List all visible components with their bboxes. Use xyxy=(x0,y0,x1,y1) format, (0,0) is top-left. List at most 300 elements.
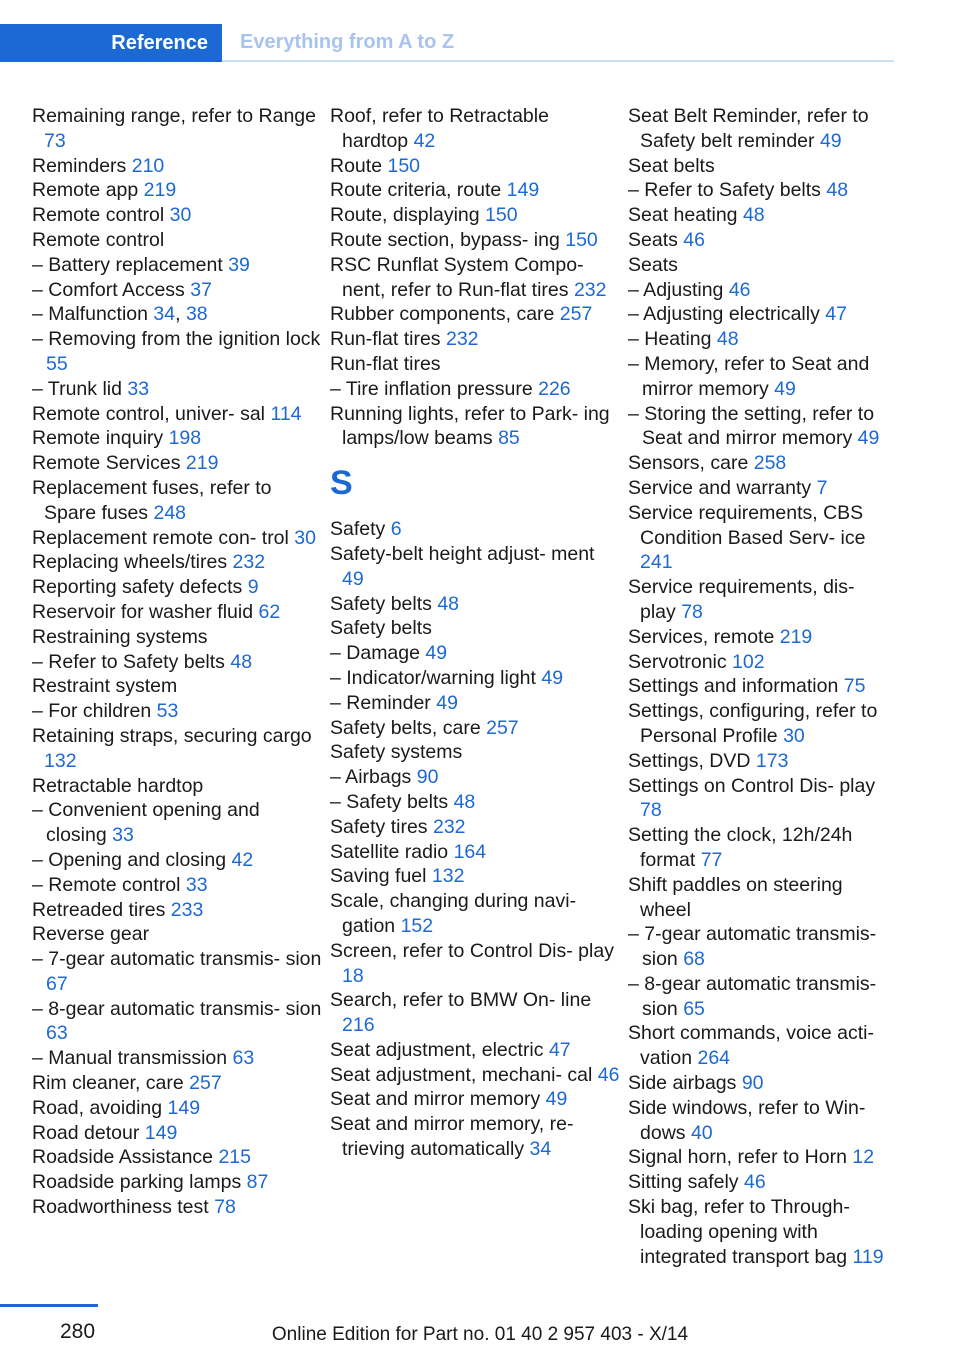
index-entry xyxy=(628,1170,893,1195)
index-subentry xyxy=(628,972,893,1022)
index-subentry xyxy=(32,848,322,873)
footer-divider xyxy=(0,1304,98,1307)
page-reference-link[interactable]: 258 xyxy=(753,452,787,475)
entry-term: Run-flat tires xyxy=(330,328,441,351)
page-reference-link[interactable]: 132 xyxy=(44,749,77,772)
index-entry xyxy=(32,402,322,427)
index-subentry xyxy=(32,947,322,997)
index-subentry xyxy=(330,641,620,666)
entry-term: Rubber components, care xyxy=(330,303,555,326)
index-entry xyxy=(32,922,322,947)
entry-term: Side windows, refer to Win‐ dows xyxy=(628,1096,866,1144)
entry-term: Restraining systems xyxy=(32,625,208,648)
entry-term: Running lights, refer to Park‐ ing lamps/low beams xyxy=(330,402,610,450)
page-reference-link[interactable]: 49 xyxy=(425,642,448,665)
index-entry xyxy=(628,1195,893,1269)
entry-term: – 7-gear automatic transmis‐ sion xyxy=(628,923,877,971)
page-reference-link[interactable]: 241 xyxy=(640,551,673,574)
entry-term: Safety belts xyxy=(330,617,432,640)
entry-term: – 7-gear automatic transmis‐ sion xyxy=(32,948,322,971)
page-reference-link[interactable]: 215 xyxy=(218,1146,251,1169)
entry-term: Replacement remote con‐ trol xyxy=(32,526,289,549)
page-reference-link[interactable]: 233 xyxy=(170,898,204,921)
page-reference-link[interactable]: 48 xyxy=(716,328,739,351)
entry-term: – Remote control xyxy=(32,873,181,896)
index-entry xyxy=(628,774,893,824)
index-entry xyxy=(628,203,893,228)
index-entry xyxy=(628,501,893,575)
index-entry xyxy=(32,203,322,228)
page-reference-link[interactable]: 75 xyxy=(843,675,866,698)
entry-term: – Adjusting electrically xyxy=(628,303,820,326)
page-reference-link[interactable]: 119 xyxy=(852,1245,884,1268)
entry-term: Sitting safely xyxy=(628,1171,739,1194)
entry-term: Screen, refer to Control Dis‐ play xyxy=(330,939,614,962)
entry-term: Settings, configuring, refer to Personal Profile xyxy=(628,700,878,747)
page-reference-link[interactable]: 149 xyxy=(506,179,540,202)
page-reference-link[interactable]: 30 xyxy=(294,526,316,549)
index-subentry xyxy=(32,650,322,675)
index-subentry xyxy=(628,302,893,327)
index-entry xyxy=(330,740,620,765)
entry-term: Replacing wheels/tires xyxy=(32,551,228,574)
page-number: 280 xyxy=(60,1320,96,1343)
page-reference-link[interactable]: 47 xyxy=(825,303,847,326)
index-entry xyxy=(628,451,893,476)
index-entry xyxy=(330,327,620,352)
index-entry xyxy=(330,402,620,452)
entry-term: Remote inquiry xyxy=(32,427,164,450)
page-reference-link[interactable]: 78 xyxy=(681,600,703,623)
page-reference-link[interactable]: 30 xyxy=(783,724,805,747)
page-reference-link[interactable]: 49 xyxy=(545,1088,568,1111)
entry-term: – Manual transmission xyxy=(32,1047,228,1070)
entry-term: Road detour xyxy=(32,1121,140,1144)
entry-term: Seat Belt Reminder, refer to Safety belt reminder xyxy=(628,105,869,152)
index-entry xyxy=(32,550,322,575)
entry-term: Safety tires xyxy=(330,815,428,838)
index-subentry xyxy=(330,790,620,815)
page-reference-link[interactable]: 198 xyxy=(168,427,202,450)
page-reference-link[interactable]: 164 xyxy=(453,840,487,863)
entry-term: Saving fuel xyxy=(330,865,427,888)
index-subentry xyxy=(330,377,620,402)
page-reference-link[interactable]: 46 xyxy=(683,228,705,251)
index-subentry xyxy=(628,278,893,303)
page-reference-link[interactable]: 46 xyxy=(743,1171,766,1194)
page-reference-link[interactable]: 219 xyxy=(143,179,177,202)
entry-term: Seat belts xyxy=(628,154,715,177)
entry-term: – Removing from the ignition lock xyxy=(32,328,321,351)
page-reference-link[interactable]: 114 xyxy=(270,402,302,425)
page-reference-link[interactable]: 63 xyxy=(232,1047,255,1070)
index-entry xyxy=(628,228,893,253)
index-entry xyxy=(32,526,322,551)
index-entry xyxy=(330,840,620,865)
index-column-3 xyxy=(628,104,893,1269)
index-entry xyxy=(628,575,893,625)
edition-note: Online Edition for Part no. 01 40 2 957 403 - X/14 xyxy=(271,1324,689,1345)
page-reference-link[interactable]: 48 xyxy=(826,179,849,202)
page-reference-link[interactable]: 47 xyxy=(548,1038,571,1061)
entry-term: – Malfunction xyxy=(32,303,148,326)
entry-term: Road, avoiding xyxy=(32,1096,163,1119)
page-reference-link[interactable]: 48 xyxy=(230,650,253,673)
entry-term: – 8-gear automatic transmis‐ sion xyxy=(32,997,322,1020)
entry-term: – For children xyxy=(32,700,152,723)
entry-term: Retractable hardtop xyxy=(32,774,204,797)
page-reference-link[interactable]: 46 xyxy=(597,1063,620,1086)
entry-term: Short commands, voice acti‐ vation xyxy=(628,1022,875,1070)
page-reference-link[interactable]: 248 xyxy=(153,501,187,524)
entry-term: – Memory, refer to Seat and mirror memory xyxy=(628,352,870,400)
page-reference-link[interactable]: 78 xyxy=(640,799,662,822)
entry-term: Retreaded tires xyxy=(32,898,166,921)
entry-term: Route, displaying xyxy=(330,204,480,227)
index-subentry xyxy=(628,327,893,352)
entry-term: – Heating xyxy=(628,328,712,351)
section-letter: S xyxy=(330,464,353,503)
page-reference-link[interactable]: 219 xyxy=(779,625,813,648)
entry-term: – Safety belts xyxy=(330,790,449,813)
page-reference-link[interactable]: 102 xyxy=(732,650,765,673)
entry-term: – Opening and closing xyxy=(32,848,227,871)
page-reference-link[interactable]: 49 xyxy=(857,427,880,450)
entry-term: Satellite radio xyxy=(330,840,449,863)
index-entry xyxy=(628,823,893,873)
entry-term: Route criteria, route xyxy=(330,179,502,202)
page-reference-link[interactable]: 48 xyxy=(742,204,765,227)
page-reference-link[interactable]: 85 xyxy=(498,427,520,450)
entry-term: Reverse gear xyxy=(32,923,150,946)
index-entry xyxy=(32,451,322,476)
page-reference-link[interactable]: 49 xyxy=(541,666,564,689)
entry-term: Side airbags xyxy=(628,1072,737,1095)
index-column-2 xyxy=(330,104,620,1162)
page-reference-link[interactable]: 67 xyxy=(46,972,68,995)
index-entry xyxy=(330,988,620,1038)
index-subentry xyxy=(628,352,893,402)
index-entry xyxy=(628,873,893,923)
index-entry xyxy=(330,542,620,592)
entry-term: – Comfort Access xyxy=(32,278,185,301)
page-reference-link[interactable]: 152 xyxy=(400,914,434,937)
entry-term: Restraint system xyxy=(32,675,178,698)
page-reference-link[interactable]: 257 xyxy=(559,303,593,326)
entry-term: – Convenient opening and closing xyxy=(32,799,260,847)
entry-term: Ski bag, refer to Through- loading opening with integrated transport bag xyxy=(628,1196,850,1268)
page-reference-link[interactable]: 257 xyxy=(486,716,519,739)
index-entry xyxy=(330,1087,620,1112)
page-reference-link[interactable]: 49 xyxy=(436,691,458,714)
index-entry xyxy=(628,104,893,154)
entry-term: Seat heating xyxy=(628,204,738,227)
page-reference-link[interactable]: 65 xyxy=(683,997,705,1020)
entry-term: – Adjusting xyxy=(628,278,724,301)
index-entry xyxy=(32,1096,322,1121)
page-reference-link[interactable]: 37 xyxy=(190,278,212,301)
entry-term: Seats xyxy=(628,228,678,251)
page-reference-link[interactable]: 18 xyxy=(342,964,364,987)
page-reference-link[interactable]: 7 xyxy=(816,476,828,499)
header-section-tab xyxy=(0,24,222,62)
page-reference-link[interactable]: 73 xyxy=(44,129,66,152)
page-reference-link[interactable]: 6 xyxy=(390,518,402,541)
index-entry xyxy=(32,600,322,625)
index-entry xyxy=(330,228,620,253)
entry-term: – Tire inflation pressure xyxy=(330,377,533,400)
entry-term: Service and warranty xyxy=(628,476,812,499)
page-reference-link[interactable]: 34 xyxy=(529,1138,552,1161)
index-entry xyxy=(330,815,620,840)
entry-term: – Indicator/warning light xyxy=(330,666,536,689)
index-entry xyxy=(330,178,620,203)
entry-term: Settings and information xyxy=(628,675,839,698)
entry-term: Route xyxy=(330,154,383,177)
index-entry xyxy=(330,253,620,303)
index-entry xyxy=(330,302,620,327)
page-reference-link[interactable]: 62 xyxy=(258,600,281,623)
index-entry xyxy=(330,104,620,154)
index-subentry xyxy=(32,699,322,724)
page-reference-link[interactable]: 264 xyxy=(697,1047,731,1070)
index-entry xyxy=(32,575,322,600)
entry-term: Sensors, care xyxy=(628,452,749,475)
entry-term: Rim cleaner, care xyxy=(32,1072,184,1095)
index-subentry xyxy=(32,253,322,278)
page-reference-link[interactable]: 257 xyxy=(189,1072,222,1095)
index-entry xyxy=(330,616,620,641)
index-entry xyxy=(32,774,322,799)
entry-term: Servotronic xyxy=(628,650,727,673)
index-entry xyxy=(32,426,322,451)
entry-term: Seat adjustment, mechani‐ cal xyxy=(330,1063,593,1086)
entry-term: Services, remote xyxy=(628,625,775,648)
page-reference-link[interactable]: 150 xyxy=(485,204,518,227)
entry-term: – 8-gear automatic transmis‐ sion xyxy=(628,972,877,1020)
index-entry xyxy=(32,154,322,179)
index-entry xyxy=(32,228,322,253)
index-entry xyxy=(330,352,620,377)
index-entry xyxy=(330,592,620,617)
index-entry xyxy=(330,1038,620,1063)
page-reference-link[interactable]: 53 xyxy=(156,700,179,723)
entry-term: Replacement fuses, refer to Spare fuses xyxy=(32,476,272,524)
index-subentry xyxy=(32,798,322,848)
index-entry xyxy=(32,1121,322,1146)
entry-term: Retaining straps, securing cargo xyxy=(32,724,312,747)
index-entry xyxy=(32,1145,322,1170)
page-reference-link[interactable]: 30 xyxy=(169,204,192,227)
index-entry xyxy=(628,674,893,699)
index-entry xyxy=(330,203,620,228)
page-reference-link[interactable]: 48 xyxy=(437,592,460,615)
index-entry xyxy=(628,625,893,650)
entry-term: Reporting safety defects xyxy=(32,576,243,599)
index-entry xyxy=(32,898,322,923)
page-reference-link[interactable]: 132 xyxy=(431,865,465,888)
entry-term: Roadside parking lamps xyxy=(32,1171,242,1194)
entry-term: Roadside Assistance xyxy=(32,1146,214,1169)
index-entry xyxy=(628,476,893,501)
page-reference-link[interactable]: 226 xyxy=(538,377,571,400)
entry-term: Seat and mirror memory xyxy=(330,1088,541,1111)
index-subentry xyxy=(330,691,620,716)
index-subentry: – Malfunction 34, 38 xyxy=(32,303,208,326)
index-entry xyxy=(32,724,322,774)
header-chapter-label: Everything from A to Z xyxy=(240,30,455,53)
entry-term: – Damage xyxy=(330,642,420,665)
index-entry xyxy=(330,1063,620,1088)
index-subentry xyxy=(330,765,620,790)
page-reference-link[interactable]: 77 xyxy=(700,848,723,871)
entry-term: – Refer to Safety belts xyxy=(628,179,821,202)
page-reference-link[interactable]: 232 xyxy=(432,815,466,838)
index-entry xyxy=(32,674,322,699)
page-reference-link[interactable]: 90 xyxy=(416,766,439,789)
page-reference-link[interactable]: 42 xyxy=(413,129,436,152)
index-entry xyxy=(628,650,893,675)
index-subentry xyxy=(32,873,322,898)
index-subentry xyxy=(628,402,893,452)
page-reference-link[interactable]: 90 xyxy=(741,1072,764,1095)
page-reference-link[interactable]: 232 xyxy=(445,328,479,351)
entry-term: Search, refer to BMW On‐ line xyxy=(330,989,592,1012)
entry-term: Remote control xyxy=(32,228,165,251)
entry-term: – Reminder xyxy=(330,691,431,714)
index-subentry xyxy=(628,178,893,203)
page-reference-link[interactable]: 149 xyxy=(144,1121,178,1144)
page-reference-link[interactable]: 39 xyxy=(228,253,250,276)
page-reference-link[interactable]: 42 xyxy=(231,848,254,871)
page-reference-link[interactable]: 232 xyxy=(232,551,266,574)
index-entry xyxy=(32,178,322,203)
entry-term: Seat and mirror memory, re‐ trieving automatically xyxy=(330,1113,574,1161)
page-reference-link[interactable]: 33 xyxy=(112,824,134,847)
index-subentry xyxy=(32,1046,322,1071)
entry-term: – Battery replacement xyxy=(32,253,223,276)
entry-term: Remote app xyxy=(32,179,139,202)
entry-term: Service requirements, dis‐ play xyxy=(628,576,855,623)
index-subentry xyxy=(32,278,322,303)
entry-term: Remote Services xyxy=(32,452,181,475)
entry-term: Safety belts xyxy=(330,592,432,615)
index-entry xyxy=(628,1145,893,1170)
entry-term: – Airbags xyxy=(330,766,412,789)
page-reference-link[interactable]: 33 xyxy=(127,377,150,400)
page-reference-link[interactable]: 40 xyxy=(690,1121,713,1144)
entry-term: Safety systems xyxy=(330,741,463,764)
page-reference-link[interactable]: 49 xyxy=(342,567,364,590)
index-entry xyxy=(32,625,322,650)
index-entry xyxy=(32,1071,322,1096)
entry-term: Roadworthiness test xyxy=(32,1196,209,1219)
page-reference-link[interactable]: 68 xyxy=(683,948,705,971)
page-reference-link[interactable]: 150 xyxy=(387,154,421,177)
header-chapter-tab xyxy=(222,24,894,62)
entry-term: Safety xyxy=(330,518,386,541)
index-entry xyxy=(32,1170,322,1195)
index-entry xyxy=(330,1112,620,1162)
page-reference-link[interactable]: 232 xyxy=(573,278,607,301)
index-entry xyxy=(330,939,620,989)
page-reference-link[interactable]: 210 xyxy=(131,154,165,177)
page-reference-link[interactable]: 150 xyxy=(565,228,598,251)
index-entry xyxy=(330,517,620,542)
index-entry xyxy=(330,716,620,741)
entry-term: Run-flat tires xyxy=(330,352,441,375)
page-reference-link[interactable]: 49 xyxy=(819,129,842,152)
entry-term: Route section, bypass‐ ing xyxy=(330,228,560,251)
page-reference-link[interactable]: 63 xyxy=(46,1022,68,1045)
index-entry xyxy=(330,154,620,179)
page-reference-link[interactable]: 9 xyxy=(247,576,259,599)
entry-term: RSC Runflat System Compo‐ nent, refer to Run-flat tires xyxy=(330,253,584,301)
page-reference-link[interactable]: 216 xyxy=(342,1014,375,1037)
entry-term: Safety belts, care xyxy=(330,716,481,739)
page-reference-link[interactable]: 48 xyxy=(453,790,476,813)
index-entry xyxy=(330,864,620,889)
page-reference-link[interactable]: 38 xyxy=(185,303,208,326)
index-entry xyxy=(32,104,322,154)
entry-term: Roof, refer to Retractable hardtop xyxy=(330,105,549,152)
page-reference-link[interactable]: 173 xyxy=(755,749,789,772)
index-entry xyxy=(628,154,893,179)
index-subentry xyxy=(330,666,620,691)
entry-term: Remote control xyxy=(32,204,165,227)
page-reference-link[interactable]: 12 xyxy=(852,1146,875,1169)
entry-term: – Trunk lid xyxy=(32,377,122,400)
index-subentry xyxy=(32,997,322,1047)
entry-term: Seat adjustment, electric xyxy=(330,1038,544,1061)
entry-term: Remote control, univer‐ sal xyxy=(32,402,266,425)
index-entry xyxy=(628,699,893,749)
page-reference-link[interactable]: 34 xyxy=(153,303,176,326)
index-subentry xyxy=(32,377,322,402)
entry-term: Scale, changing during navi‐ gation xyxy=(330,890,577,937)
entry-term: Seats xyxy=(628,253,678,276)
page-reference-link[interactable]: 55 xyxy=(46,352,68,375)
index-subentry xyxy=(628,922,893,972)
entry-term: Settings, DVD xyxy=(628,749,751,772)
page-reference-link[interactable]: 46 xyxy=(728,278,751,301)
page-reference-link[interactable]: 49 xyxy=(774,377,796,400)
page-reference-link[interactable]: 149 xyxy=(167,1096,201,1119)
index-entry xyxy=(628,749,893,774)
index-entry xyxy=(628,1021,893,1071)
page-reference-link[interactable]: 78 xyxy=(214,1196,236,1219)
page-reference-link[interactable]: 219 xyxy=(185,452,219,475)
index-subentry xyxy=(32,327,322,377)
entry-term: Service requirements, CBS Condition Based Serv‐ ice xyxy=(628,501,866,549)
index-entry xyxy=(628,253,893,278)
entry-term: Remaining range, refer to Range xyxy=(32,105,316,127)
index-entry xyxy=(330,889,620,939)
entry-term: – Storing the setting, refer to Seat and mirror memory xyxy=(628,402,875,450)
index-entry xyxy=(628,1096,893,1146)
index-entry xyxy=(628,1071,893,1096)
header-section-label: Reference xyxy=(111,31,208,54)
page-reference-link[interactable]: 33 xyxy=(185,873,208,896)
entry-term: – Refer to Safety belts xyxy=(32,650,225,673)
entry-term: Shift paddles on steering wheel xyxy=(628,873,843,921)
entry-term: Reminders xyxy=(32,154,127,177)
page-reference-link[interactable]: 87 xyxy=(246,1171,269,1194)
index-entry xyxy=(32,1195,322,1220)
entry-term: Settings on Control Dis‐ play xyxy=(628,774,876,797)
index-entry xyxy=(32,476,322,526)
entry-term: Safety-belt height adjust‐ ment xyxy=(330,542,595,565)
